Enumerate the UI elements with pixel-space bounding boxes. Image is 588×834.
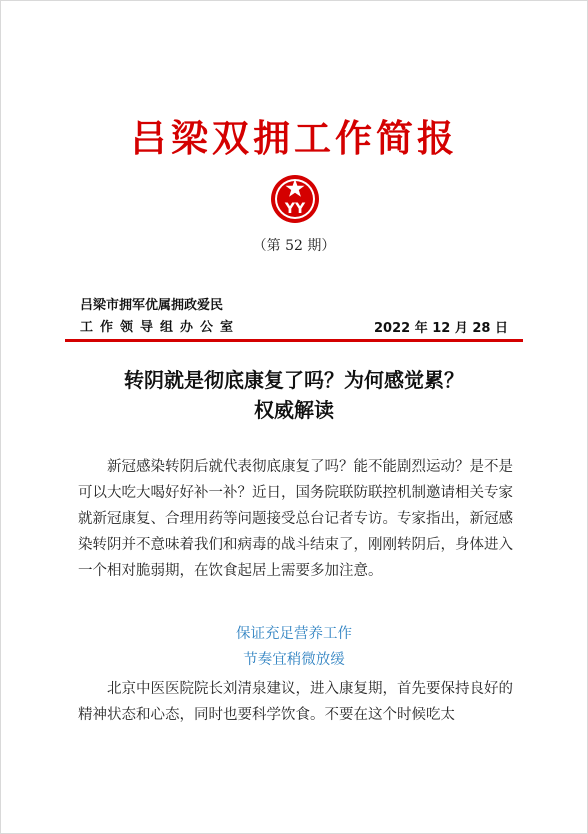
org-line-2: 工作领导组办公室: [80, 320, 241, 335]
intro-paragraph: 新冠感染转阴后就代表彻底康复了吗？能不能剧烈运动？是不是可以大吃大喝好好补一补？近日，国务院联防联控机制邀请相关专家就新冠康复、合理用药等问题接受总台记者专访。专家指出，新冠感染转阴并不意味着我们和病毒的战斗结束了，刚刚转阴后，身体进入一个相对脆弱期，在饮食起居上需要多加注意。: [78, 459, 513, 579]
body-paragraph-2: 北京中医医院院长刘清泉建议，进入康复期，首先要保持良好的精神状态和心态，同时也要科学饮食。不要在这个时候吃太: [78, 681, 513, 723]
article-title: [0, 365, 588, 425]
issuing-organization: [80, 295, 240, 339]
section-subhead-2: 节奏宜稍微放缓: [243, 652, 345, 668]
issue-number: （第 52 期）: [252, 238, 336, 254]
issue-date: 2022 年 12 月 28 日: [374, 321, 508, 336]
article-title-line-2: 权威解读: [254, 398, 334, 422]
org-line-1: 吕梁市拥军优属拥政爱民: [80, 298, 224, 313]
emblem-letters: YY: [284, 201, 306, 217]
bulletin-masthead-title: 吕梁双拥工作简报: [130, 116, 458, 160]
star-emblem-icon: [269, 173, 321, 225]
article-title-line-1: 转阴就是彻底康复了吗？为何感觉累？: [124, 368, 464, 392]
red-divider-rule: [65, 339, 523, 342]
section-subhead-1: 保证充足营养工作: [236, 626, 352, 642]
